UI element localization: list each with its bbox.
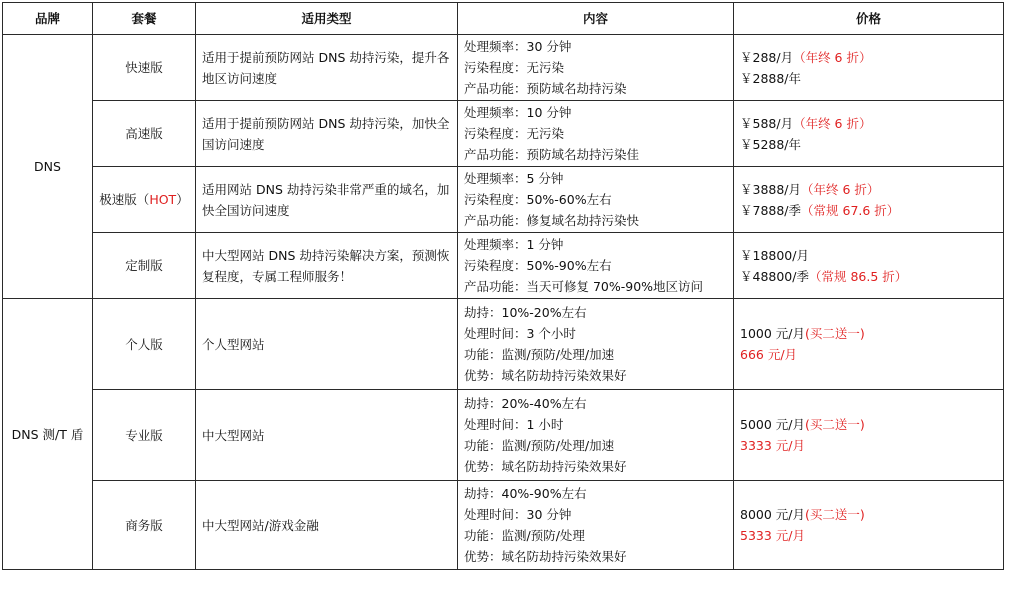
price-line bbox=[740, 113, 997, 134]
price-value: ￥18800/月 bbox=[740, 247, 809, 263]
price-value: ￥2888/年 bbox=[740, 70, 802, 86]
content-line: 劫持：10%-20%左右 bbox=[464, 305, 587, 320]
type-cell bbox=[196, 101, 458, 167]
price-cell bbox=[734, 299, 1004, 390]
type-cell bbox=[196, 167, 458, 233]
table-row bbox=[3, 233, 1004, 299]
price-line bbox=[740, 414, 997, 435]
type-text: 中大型网站 DNS 劫持污染解决方案，预测恢复程度，专属工程师服务！ bbox=[202, 247, 450, 284]
table-row bbox=[3, 390, 1004, 481]
price-value: 1000 元/月 bbox=[740, 326, 805, 341]
content-line: 处理时间：1 小时 bbox=[464, 417, 564, 432]
price-line bbox=[740, 266, 997, 287]
plan-cell: 商务版 bbox=[93, 481, 196, 570]
price-cell bbox=[734, 101, 1004, 167]
price-line bbox=[740, 504, 997, 525]
plan-cell bbox=[93, 167, 196, 233]
price-cell bbox=[734, 481, 1004, 570]
plan-cell: 高速版 bbox=[93, 101, 196, 167]
content-line: 处理频率：5 分钟 bbox=[464, 171, 564, 186]
price-value: ￥48800/季 bbox=[740, 268, 809, 284]
type-cell bbox=[196, 481, 458, 570]
table-row bbox=[3, 167, 1004, 233]
price-line bbox=[740, 68, 997, 89]
type-text: 适用网站 DNS 劫持污染非常严重的域名，加快全国访问速度 bbox=[202, 181, 450, 218]
content-line: 污染程度：无污染 bbox=[464, 60, 565, 75]
content-cell bbox=[458, 390, 734, 481]
header-price: 价格 bbox=[734, 3, 1004, 35]
content-line: 功能：监测/预防/处理/加速 bbox=[464, 347, 615, 362]
price-value: ￥5288/年 bbox=[740, 136, 802, 152]
price-effective: 3333 元/月 bbox=[740, 438, 805, 453]
plan-cell: 定制版 bbox=[93, 233, 196, 299]
content-line: 处理时间：3 个小时 bbox=[464, 326, 576, 341]
table-row bbox=[3, 101, 1004, 167]
price-value: 5000 元/月 bbox=[740, 417, 805, 432]
header-type: 适用类型 bbox=[196, 3, 458, 35]
price-line bbox=[740, 134, 997, 155]
price-value: ￥288/月 bbox=[740, 49, 794, 65]
plan-cell: 个人版 bbox=[93, 299, 196, 390]
table-row bbox=[3, 35, 1004, 101]
content-line: 功能：监测/预防/处理 bbox=[464, 528, 585, 543]
content-line: 处理频率：1 分钟 bbox=[464, 237, 564, 252]
price-effective: 5333 元/月 bbox=[740, 528, 805, 543]
price-line bbox=[740, 47, 997, 68]
price-discount-note: （年终 6 折） bbox=[793, 49, 872, 65]
content-line: 产品功能：修复域名劫持污染快 bbox=[464, 213, 640, 228]
content-line: 劫持：40%-90%左右 bbox=[464, 486, 587, 501]
price-line bbox=[740, 179, 997, 200]
content-line: 劫持：20%-40%左右 bbox=[464, 396, 587, 411]
price-cell bbox=[734, 167, 1004, 233]
price-cell bbox=[734, 233, 1004, 299]
price-value: ￥588/月 bbox=[740, 115, 794, 131]
content-line: 功能：监测/预防/处理/加速 bbox=[464, 438, 615, 453]
header-content: 内容 bbox=[458, 3, 734, 35]
price-effective: 666 元/月 bbox=[740, 347, 798, 362]
price-cell bbox=[734, 35, 1004, 101]
content-line: 污染程度：无污染 bbox=[464, 126, 565, 141]
header-plan: 套餐 bbox=[93, 3, 196, 35]
type-cell bbox=[196, 233, 458, 299]
type-text: 适用于提前预防网站 DNS 劫持污染，加快全国访问速度 bbox=[202, 115, 450, 152]
plan-name: 极速版（ bbox=[99, 192, 150, 207]
header-row bbox=[3, 3, 1004, 35]
content-cell bbox=[458, 233, 734, 299]
content-cell bbox=[458, 101, 734, 167]
content-line: 产品功能：当天可修复 70%-90%地区访问 bbox=[464, 279, 704, 294]
price-line bbox=[740, 200, 997, 221]
content-line: 处理时间：30 分钟 bbox=[464, 507, 572, 522]
content-cell bbox=[458, 299, 734, 390]
content-line: 处理频率：10 分钟 bbox=[464, 105, 572, 120]
brand-cell-shield: DNS 测/T 盾 bbox=[3, 299, 93, 570]
content-line: 产品功能：预防域名劫持污染佳 bbox=[464, 147, 640, 162]
content-line: 优势：域名防劫持污染效果好 bbox=[464, 459, 627, 474]
content-cell bbox=[458, 35, 734, 101]
content-cell bbox=[458, 481, 734, 570]
plan-cell: 快速版 bbox=[93, 35, 196, 101]
table-row bbox=[3, 481, 1004, 570]
price-value: 8000 元/月 bbox=[740, 507, 805, 522]
price-cell bbox=[734, 390, 1004, 481]
price-promo-note: (买二送一) bbox=[805, 507, 865, 522]
brand-cell-dns: DNS bbox=[3, 35, 93, 299]
content-line: 污染程度：50%-60%左右 bbox=[464, 192, 612, 207]
content-line: 优势：域名防劫持污染效果好 bbox=[464, 549, 627, 564]
plan-cell: 专业版 bbox=[93, 390, 196, 481]
price-promo-note: (买二送一) bbox=[805, 326, 865, 341]
price-discount-note: （年终 6 折） bbox=[793, 115, 872, 131]
plan-name-close: ） bbox=[176, 192, 189, 207]
type-cell bbox=[196, 35, 458, 101]
price-discount-note: （常规 67.6 折） bbox=[801, 202, 900, 218]
content-line: 产品功能：预防域名劫持污染 bbox=[464, 81, 627, 96]
type-cell bbox=[196, 390, 458, 481]
type-text: 适用于提前预防网站 DNS 劫持污染，提升各地区访问速度 bbox=[202, 49, 450, 86]
table-row bbox=[3, 299, 1004, 390]
content-line: 处理频率：30 分钟 bbox=[464, 39, 572, 54]
type-text: 中大型网站/游戏金融 bbox=[202, 517, 319, 533]
price-discount-note: （常规 86.5 折） bbox=[808, 268, 908, 284]
price-value: ￥7888/季 bbox=[740, 202, 802, 218]
header-brand: 品牌 bbox=[3, 3, 93, 35]
pricing-table bbox=[2, 2, 1004, 570]
type-text: 个人型网站 bbox=[202, 336, 265, 352]
price-value: ￥3888/月 bbox=[740, 181, 802, 197]
type-cell bbox=[196, 299, 458, 390]
price-line bbox=[740, 245, 997, 266]
content-line: 优势：域名防劫持污染效果好 bbox=[464, 368, 627, 383]
type-text: 中大型网站 bbox=[202, 427, 265, 443]
content-line: 污染程度：50%-90%左右 bbox=[464, 258, 612, 273]
price-line bbox=[740, 323, 997, 344]
content-cell bbox=[458, 167, 734, 233]
price-discount-note: （年终 6 折） bbox=[801, 181, 880, 197]
hot-badge: HOT bbox=[149, 192, 177, 207]
price-promo-note: (买二送一) bbox=[805, 417, 865, 432]
